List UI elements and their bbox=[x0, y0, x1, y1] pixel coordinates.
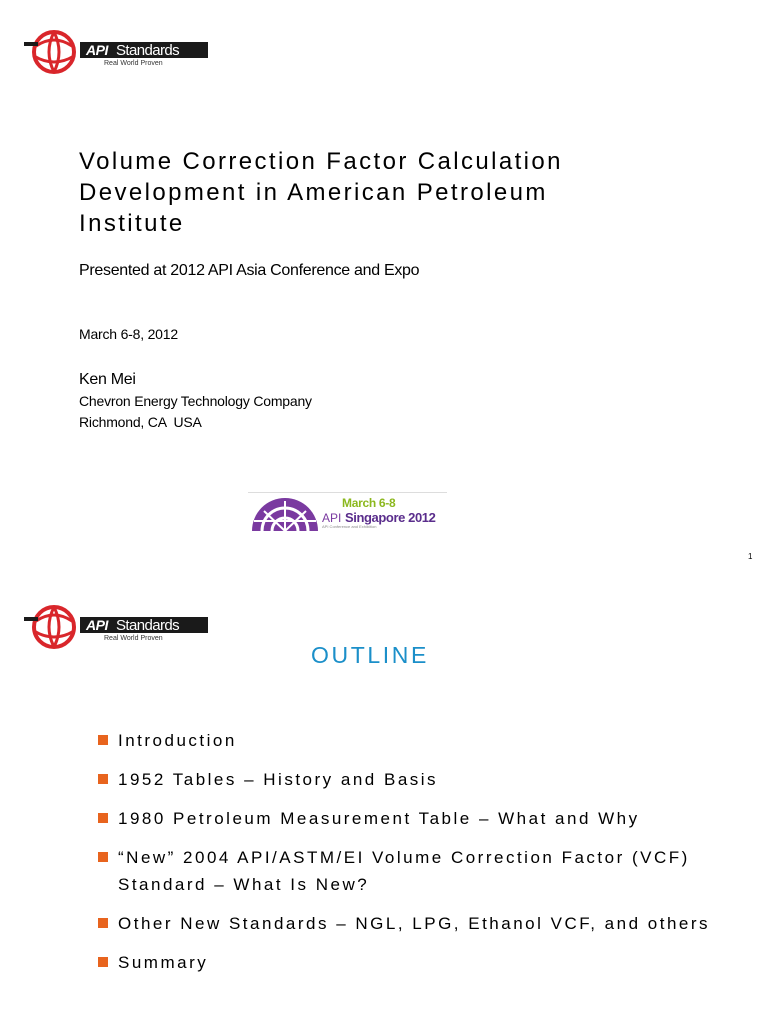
globe-logo-icon bbox=[24, 28, 84, 78]
conference-city-year: Singapore 2012 bbox=[344, 510, 436, 525]
list-item-text: Summary bbox=[118, 953, 209, 972]
square-bullet-icon bbox=[98, 774, 108, 784]
author-location: Richmond, CA USA bbox=[79, 414, 202, 430]
title-line: Institute bbox=[79, 210, 185, 237]
outline-heading: OUTLINE bbox=[311, 642, 429, 668]
conference-api: API bbox=[322, 511, 342, 525]
list-item-text: “New” 2004 API/ASTM/EI Volume Correction Factor (VCF) Standard – What Is New? bbox=[118, 848, 690, 894]
outline-list bbox=[98, 727, 718, 988]
list-item bbox=[98, 727, 718, 754]
logo-standards-text: Standards bbox=[116, 616, 179, 634]
square-bullet-icon bbox=[98, 735, 108, 745]
list-item-text: Introduction bbox=[118, 731, 237, 750]
logo-tagline: Real World Proven bbox=[104, 60, 163, 67]
author-name: Ken Mei bbox=[79, 371, 136, 388]
conference-dates: March 6-8 bbox=[342, 496, 396, 510]
presentation-date: March 6-8, 2012 bbox=[79, 326, 178, 342]
conference-globe-icon bbox=[248, 493, 322, 532]
logo-api-text: API bbox=[86, 42, 108, 58]
list-item bbox=[98, 949, 718, 976]
list-item-text: Other New Standards – NGL, LPG, Ethanol VCF, and others bbox=[118, 914, 711, 933]
square-bullet-icon bbox=[98, 957, 108, 967]
square-bullet-icon bbox=[98, 918, 108, 928]
conference-title bbox=[322, 510, 435, 525]
author-company: Chevron Energy Technology Company bbox=[79, 393, 312, 409]
logo-wordmark bbox=[80, 42, 208, 58]
api-standards-logo bbox=[24, 28, 192, 78]
logo-wordmark bbox=[80, 617, 208, 633]
square-bullet-icon bbox=[98, 813, 108, 823]
list-item-text: 1952 Tables – History and Basis bbox=[118, 770, 439, 789]
list-item bbox=[98, 910, 718, 937]
logo-api-text: API bbox=[86, 617, 108, 633]
list-item bbox=[98, 844, 718, 898]
conference-badge bbox=[248, 492, 447, 532]
title-line: Volume Correction Factor Calculation bbox=[79, 148, 563, 175]
logo-tagline: Real World Proven bbox=[104, 635, 163, 642]
presentation-title bbox=[79, 146, 739, 239]
list-item bbox=[98, 766, 718, 793]
square-bullet-icon bbox=[98, 852, 108, 862]
list-item bbox=[98, 805, 718, 832]
outline-slide bbox=[0, 575, 768, 1024]
list-item-text: 1980 Petroleum Measurement Table – What and Why bbox=[118, 809, 640, 828]
title-line: Development in American Petroleum bbox=[79, 179, 548, 206]
conference-fine-print: API Conference and Exhibition bbox=[322, 524, 377, 529]
logo-standards-text: Standards bbox=[116, 41, 179, 59]
page-number: 1 bbox=[748, 552, 753, 561]
presentation-subtitle: Presented at 2012 API Asia Conference and Expo bbox=[79, 262, 420, 279]
